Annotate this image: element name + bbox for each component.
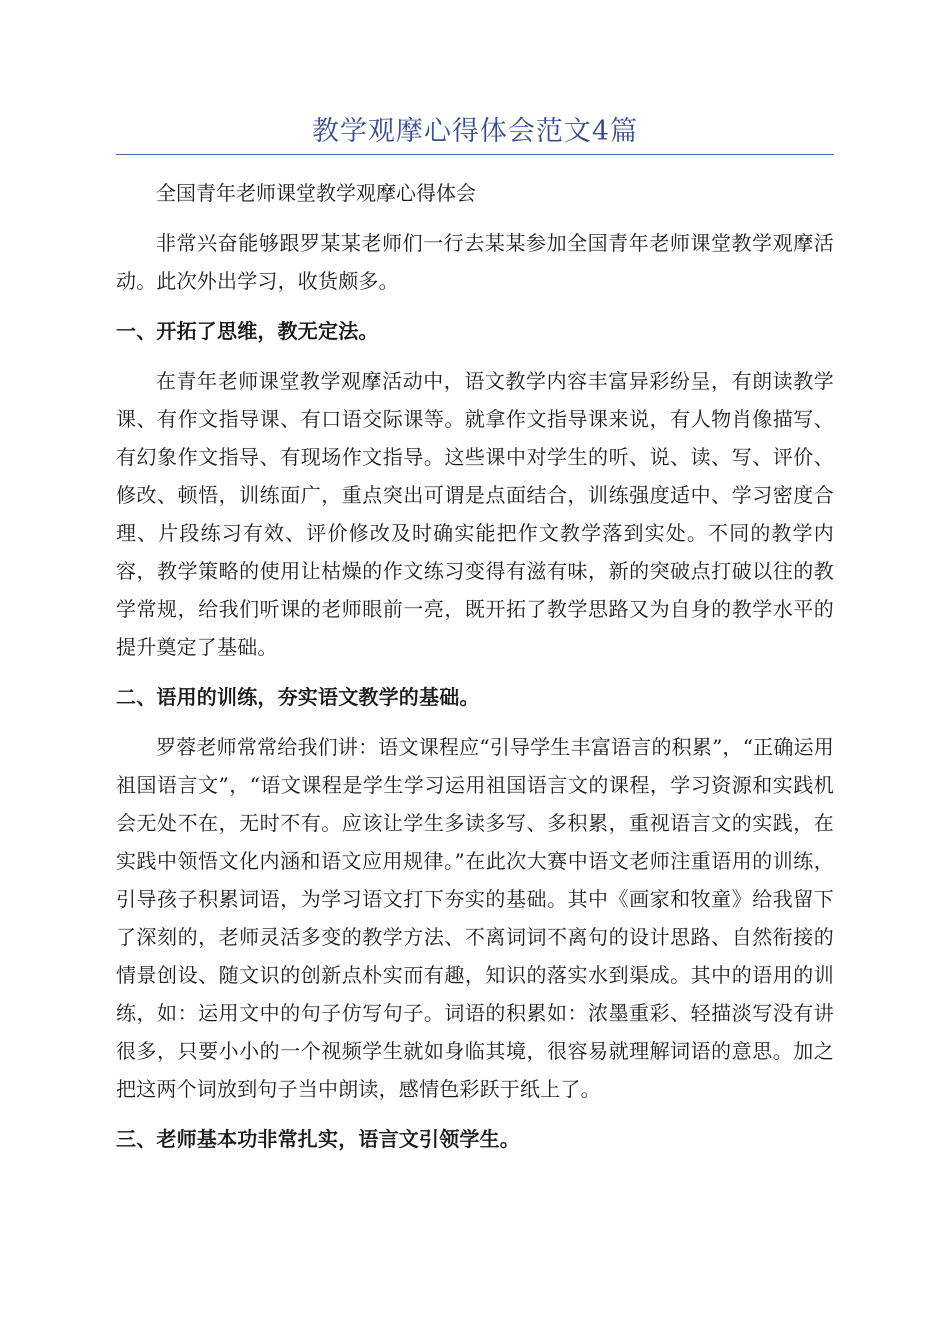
section-heading-1: 一、开拓了思维，教无定法。 xyxy=(116,319,379,343)
document-subtitle: 全国青年老师课堂教学观摩心得体会 xyxy=(156,181,476,205)
section-body-1: 在青年老师课堂教学观摩活动中，语文教学内容丰富异彩纷呈，有朗读教学课、有作文指导课、有口语交际课等。就拿作文指导课来说，有人物肖像描写、有幻象作文指导、有现场作文指导。这些课中对学生的听、说、读、写、评价、修改、顿悟，训练面广，重点突出可谓是点面结合，训练强度适中、学习密度合理、片段练习有效、评价修改及时确实能把作文教学落到实处。不同的教学内容，教学策略的使用让枯燥的作文练习变得有滋有味，新的突破点打破以往的教学常规，给我们听课的老师眼前一亮，既开拓了教学思路又为自身的教学水平的提升奠定了基础。 xyxy=(116,369,834,659)
document-page xyxy=(116,110,834,1170)
intro-paragraph: 非常兴奋能够跟罗某某老师们一行去某某参加全国青年老师课堂教学观摩活动。此次外出学习，收货颇多。 xyxy=(116,231,834,293)
document-title: 教学观摩心得体会范文4篇 xyxy=(311,116,639,147)
section-heading-3: 三、老师基本功非常扎实，语言文引领学生。 xyxy=(116,1127,520,1151)
title-underline xyxy=(116,154,834,155)
section-heading-2: 二、语用的训练，夯实语文教学的基础。 xyxy=(116,685,480,709)
section-body-2: 罗蓉老师常常给我们讲：语文课程应“引导学生丰富语言的积累”，“正确运用祖国语言文”，“语文课程是学生学习运用祖国语言文的课程，学习资源和实践机会无处不在，无时不有。应该让学生多读多写、多积累，重视语言文的实践，在实践中领悟文化内涵和语文应用规律。”在此次大赛中语文老师注重语用的训练，引导孩子积累词语，为学习语文打下夯实的基础。其中《画家和牧童》给我留下了深刻的，老师灵活多变的教学方法、不离词词不离句的设计思路、自然衔接的情景创设、随文识的创新点朴实而有趣，知识的落实水到渠成。其中的语用的训练，如：运用文中的句子仿写句子。词语的积累如：浓墨重彩、轻描淡写没有讲很多，只要小小的一个视频学生就如身临其境，很容易就理解词语的意思。加之把这两个词放到句子当中朗读，感情色彩跃于纸上了。 xyxy=(116,735,834,1101)
